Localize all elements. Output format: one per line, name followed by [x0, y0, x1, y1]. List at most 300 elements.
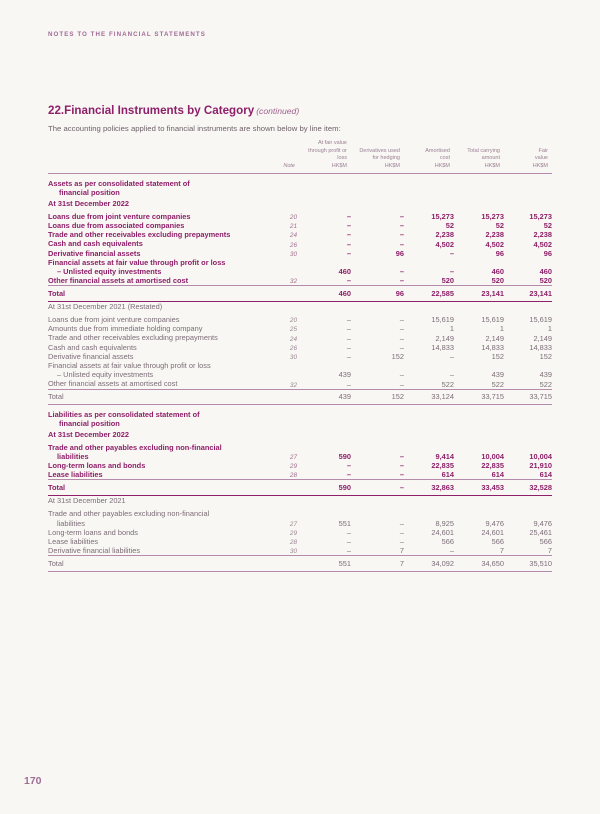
table-row — [48, 470, 552, 480]
header-line-2: amount — [481, 155, 500, 162]
cell-note: 20 — [289, 214, 297, 221]
cell-derivatives-hedging: – — [399, 518, 404, 528]
table-row — [48, 333, 552, 342]
cell-fair-value-pl — [297, 199, 351, 212]
cell-fair-value: 7 — [547, 546, 552, 556]
total-row — [48, 286, 552, 302]
table-row — [48, 343, 552, 352]
cell-amortised-cost: 520 — [441, 276, 454, 286]
cell-fair-value-pl: – — [346, 230, 351, 240]
page-title — [48, 104, 299, 117]
cell-fair-value-pl — [297, 430, 351, 443]
cell-fair-value: 460 — [539, 267, 552, 277]
cell-note: 32 — [289, 381, 297, 389]
note-continued-label: (continued) — [256, 106, 300, 116]
cell-fair-value: 52 — [543, 221, 552, 231]
row-label-text: – Unlisted equity investments — [57, 370, 154, 380]
total-row — [48, 480, 552, 496]
row-label-line-2: liabilities — [57, 451, 89, 461]
section-caption-line-2: financial position — [59, 419, 120, 429]
section-period-label: At 31st December 2021 — [48, 496, 126, 506]
header-line-2: through profit or loss — [308, 147, 347, 162]
cell-note: 26 — [289, 344, 297, 352]
cell-note — [264, 389, 297, 405]
page-number: 170 — [24, 775, 42, 787]
cell-fair-value: 614 — [539, 470, 552, 480]
cell-derivatives-hedging — [351, 430, 404, 443]
cell-amortised-cost: – — [449, 352, 454, 361]
cell-note — [264, 174, 297, 199]
cell-total-carrying-amount: 23,141 — [454, 286, 504, 302]
cell-fair-value-pl — [297, 361, 351, 370]
cell-derivatives-hedging: 152 — [351, 389, 404, 405]
row-label: Cash and cash equivalents — [48, 239, 143, 249]
cell-total-carrying-amount: 34,650 — [454, 556, 504, 572]
cell-derivatives-hedging: – — [399, 470, 404, 480]
cell-total-carrying-amount — [454, 405, 504, 430]
cell-fair-value-pl: – — [346, 470, 351, 480]
row-label: Other financial assets at amortised cost — [48, 379, 178, 389]
cell-fair-value-pl: 551 — [297, 556, 351, 572]
cell-fair-value-pl: 551 — [338, 518, 351, 528]
cell-derivatives-hedging: – — [399, 315, 404, 325]
cell-fair-value — [504, 496, 552, 510]
section-period-label: At 31st December 2021 (Restated) — [48, 301, 163, 311]
header-line-2: cost — [439, 155, 450, 162]
cell-fair-value — [504, 430, 552, 443]
table-row — [48, 230, 552, 239]
table-row — [48, 212, 552, 221]
row-label: Long-term loans and bonds — [48, 461, 146, 471]
cell-fair-value-pl: – — [346, 527, 351, 537]
cell-total-carrying-amount: 4,502 — [485, 239, 504, 249]
cell-note — [264, 480, 297, 496]
cell-amortised-cost: – — [449, 370, 454, 380]
row-label — [48, 370, 264, 379]
row-label: Loans due from associated companies — [48, 221, 185, 230]
table-row — [48, 315, 552, 324]
table-row — [48, 324, 552, 333]
total-row — [48, 389, 552, 405]
section-period-row — [48, 301, 552, 315]
cell-fair-value-pl: – — [346, 315, 351, 325]
table-row — [48, 276, 552, 286]
section-caption-line-2: financial position — [59, 188, 120, 198]
cell-derivatives-hedging: – — [399, 461, 404, 471]
header-total-carrying-amount — [454, 140, 504, 173]
cell-total-carrying-amount — [454, 430, 504, 443]
cell-fair-value-pl: – — [346, 212, 351, 221]
cell-fair-value: 9,476 — [533, 518, 552, 528]
cell-derivatives-hedging: – — [399, 333, 404, 343]
cell-amortised-cost — [404, 301, 454, 315]
cell-total-carrying-amount: 96 — [495, 248, 504, 258]
table-row — [48, 537, 552, 546]
cell-amortised-cost: 22,585 — [404, 286, 454, 302]
table-body — [48, 174, 552, 572]
header-line-3: HK$M — [484, 162, 500, 169]
cell-fair-value-pl: – — [346, 342, 351, 352]
cell-derivatives-hedging — [351, 496, 404, 510]
cell-note — [264, 496, 297, 510]
cell-derivatives-hedging: 96 — [351, 286, 404, 302]
cell-total-carrying-amount: 566 — [491, 537, 504, 547]
header-line-1: Amortised — [425, 147, 450, 154]
cell-fair-value-pl — [297, 496, 351, 510]
cell-fair-value-pl: 460 — [297, 286, 351, 302]
cell-note — [264, 286, 297, 302]
cell-total-carrying-amount: 522 — [491, 379, 504, 389]
cell-fair-value-pl — [297, 174, 351, 199]
cell-fair-value-pl: – — [346, 352, 351, 361]
cell-fair-value: 2,149 — [533, 333, 552, 343]
cell-derivatives-hedging: – — [351, 480, 404, 496]
cell-total-carrying-amount: 10,004 — [481, 452, 504, 462]
section-caption-line-1: Assets as per consolidated statement of — [48, 179, 190, 189]
section-caption-row — [48, 174, 552, 199]
row-label-text: – Unlisted equity investments — [57, 266, 162, 276]
cell-fair-value: 10,004 — [529, 452, 552, 462]
cell-fair-value: 1 — [547, 324, 552, 334]
row-label: Financial assets at fair value through profit or loss — [48, 257, 226, 267]
cell-amortised-cost: 15,619 — [431, 315, 454, 325]
table-row — [48, 379, 552, 389]
cell-fair-value-pl: – — [346, 239, 351, 249]
section-caption — [48, 174, 264, 199]
running-header: NOTES TO THE FINANCIAL STATEMENTS — [48, 31, 206, 38]
cell-note — [264, 301, 297, 315]
cell-amortised-cost — [404, 258, 454, 267]
cell-derivatives-hedging: – — [399, 324, 404, 334]
cell-total-carrying-amount — [454, 361, 504, 370]
cell-fair-value-pl — [297, 301, 351, 315]
table-row — [48, 461, 552, 470]
cell-fair-value-pl: 460 — [338, 267, 351, 277]
row-label: Lease liabilities — [48, 470, 103, 480]
cell-derivatives-hedging: – — [399, 452, 404, 462]
cell-amortised-cost — [404, 199, 454, 212]
cell-total-carrying-amount: 22,835 — [481, 461, 504, 471]
cell-amortised-cost: 1 — [449, 324, 454, 334]
row-label: Loans due from joint venture companies — [48, 315, 180, 325]
cell-fair-value — [504, 361, 552, 370]
cell-fair-value: 14,833 — [529, 342, 552, 352]
cell-note — [264, 430, 297, 443]
header-line-2: for hedging — [372, 155, 400, 162]
row-label — [48, 443, 264, 461]
cell-fair-value: 21,910 — [529, 461, 552, 471]
cell-fair-value-pl: – — [346, 546, 351, 556]
cell-note — [264, 258, 297, 267]
cell-note: 29 — [289, 463, 297, 471]
header-line-3: HK$M — [331, 162, 347, 169]
cell-total-carrying-amount: 15,619 — [481, 315, 504, 325]
cell-note: 30 — [289, 548, 297, 556]
row-label: Cash and cash equivalents — [48, 342, 137, 352]
cell-amortised-cost: – — [449, 546, 454, 556]
cell-fair-value — [504, 301, 552, 315]
row-label-line-1: Trade and other payables excluding non-financial — [48, 442, 222, 452]
cell-amortised-cost — [404, 405, 454, 430]
row-label-line-1: Trade and other payables excluding non-financial — [48, 509, 210, 519]
cell-fair-value: 4,502 — [533, 239, 552, 249]
header-amortised-cost — [404, 140, 454, 173]
header-fair-value — [504, 140, 552, 173]
table-row — [48, 258, 552, 267]
header-line-3: HK$M — [384, 162, 400, 169]
cell-note: 21 — [289, 223, 297, 231]
cell-fair-value-pl: – — [346, 276, 351, 286]
cell-amortised-cost: – — [449, 248, 454, 258]
section-period-row — [48, 430, 552, 443]
cell-total-carrying-amount: 439 — [491, 370, 504, 380]
cell-amortised-cost: 52 — [445, 221, 454, 231]
cell-fair-value-pl: – — [346, 221, 351, 231]
cell-amortised-cost: 522 — [441, 379, 454, 389]
total-row — [48, 556, 552, 572]
cell-derivatives-hedging: – — [399, 276, 404, 286]
row-label: Long-term loans and bonds — [48, 527, 138, 537]
table-row — [48, 361, 552, 370]
cell-fair-value-pl: 590 — [297, 480, 351, 496]
cell-note: 32 — [289, 278, 297, 286]
header-line-1: Total carrying — [467, 147, 500, 154]
cell-amortised-cost: 14,833 — [431, 342, 454, 352]
header-line-2: value — [534, 155, 548, 162]
cell-amortised-cost: 566 — [441, 537, 454, 547]
cell-derivatives-hedging: – — [399, 370, 404, 380]
cell-derivatives-hedging: – — [399, 537, 404, 547]
cell-amortised-cost: 8,925 — [435, 518, 454, 528]
cell-fair-value: 96 — [543, 248, 552, 258]
cell-total-carrying-amount: 1 — [499, 324, 504, 334]
cell-fair-value: 32,528 — [504, 480, 552, 496]
cell-derivatives-hedging: 96 — [395, 248, 404, 258]
cell-derivatives-hedging — [351, 199, 404, 212]
cell-note: 26 — [289, 241, 297, 249]
section-period-row — [48, 199, 552, 212]
cell-total-carrying-amount: 460 — [491, 267, 504, 277]
cell-note — [264, 405, 297, 430]
cell-total-carrying-amount — [454, 174, 504, 199]
section-period-label: At 31st December 2022 — [48, 429, 129, 439]
financial-instruments-table — [48, 140, 552, 572]
table-row — [48, 509, 552, 527]
cell-amortised-cost: 2,149 — [435, 333, 454, 343]
header-derivatives-hedging — [351, 140, 404, 173]
total-label: Total — [48, 556, 264, 572]
cell-total-carrying-amount — [454, 199, 504, 212]
cell-total-carrying-amount: 15,273 — [481, 212, 504, 221]
cell-amortised-cost: – — [449, 267, 454, 277]
row-label: Derivative financial liabilities — [48, 546, 141, 556]
cell-note — [264, 267, 297, 276]
cell-derivatives-hedging — [351, 174, 404, 199]
cell-fair-value: 23,141 — [504, 286, 552, 302]
section-period-label: At 31st December 2022 — [48, 198, 129, 208]
table-header-row — [48, 140, 552, 173]
cell-amortised-cost: 32,863 — [404, 480, 454, 496]
cell-fair-value — [504, 174, 552, 199]
cell-fair-value-pl: – — [346, 537, 351, 547]
cell-fair-value: 33,715 — [504, 389, 552, 405]
cell-total-carrying-amount: 24,601 — [481, 527, 504, 537]
cell-derivatives-hedging — [351, 361, 404, 370]
cell-amortised-cost — [404, 174, 454, 199]
cell-derivatives-hedging: 7 — [351, 556, 404, 572]
table-row — [48, 352, 552, 361]
row-label: Other financial assets at amortised cost — [48, 276, 189, 286]
cell-note: 28 — [289, 472, 297, 480]
cell-fair-value-pl — [297, 405, 351, 430]
cell-fair-value-pl: – — [346, 379, 351, 389]
table-row — [48, 249, 552, 258]
header-blank — [48, 140, 264, 173]
cell-fair-value: 152 — [539, 352, 552, 361]
cell-derivatives-hedging: – — [399, 342, 404, 352]
cell-derivatives-hedging — [351, 258, 404, 267]
cell-note: 24 — [289, 232, 297, 240]
cell-derivatives-hedging: – — [399, 527, 404, 537]
cell-total-carrying-amount: 52 — [495, 221, 504, 231]
cell-note: 27 — [289, 520, 297, 528]
cell-fair-value-pl: – — [346, 333, 351, 343]
header-line-3: HK$M — [532, 162, 548, 169]
cell-fair-value: 566 — [539, 537, 552, 547]
table-row — [48, 267, 552, 276]
total-label: Total — [48, 389, 264, 405]
cell-note: 25 — [289, 326, 297, 334]
row-label: Derivative financial assets — [48, 351, 134, 361]
cell-note: 29 — [289, 529, 297, 537]
cell-amortised-cost: 4,502 — [435, 239, 454, 249]
header-line-3: HK$M — [434, 162, 450, 169]
cell-total-carrying-amount — [454, 258, 504, 267]
cell-note: 30 — [289, 250, 297, 258]
cell-derivatives-hedging: – — [399, 212, 404, 221]
cell-derivatives-hedging: 7 — [399, 546, 404, 556]
row-label — [48, 509, 264, 527]
cell-fair-value: 25,461 — [529, 527, 552, 537]
cell-note: 27 — [289, 454, 297, 462]
row-label: Trade and other receivables excluding prepayments — [48, 230, 231, 240]
cell-total-carrying-amount — [454, 301, 504, 315]
table-row — [48, 370, 552, 379]
cell-fair-value — [504, 405, 552, 430]
cell-amortised-cost — [404, 496, 454, 510]
table-row — [48, 528, 552, 537]
header-fair-value-through-pl — [297, 140, 351, 173]
total-label: Total — [48, 480, 264, 496]
cell-amortised-cost — [404, 361, 454, 370]
cell-amortised-cost: 9,414 — [435, 452, 454, 462]
row-label: Loans due from joint venture companies — [48, 211, 191, 221]
cell-fair-value-pl: 590 — [338, 452, 351, 462]
cell-amortised-cost: 2,238 — [435, 230, 454, 240]
cell-amortised-cost: 33,124 — [404, 389, 454, 405]
cell-total-carrying-amount: 2,238 — [485, 230, 504, 240]
row-label: Derivative financial assets — [48, 248, 141, 258]
cell-fair-value — [504, 199, 552, 212]
cell-total-carrying-amount — [454, 496, 504, 510]
cell-total-carrying-amount: 33,715 — [454, 389, 504, 405]
note-title: Financial Instruments by Category — [64, 104, 255, 117]
cell-derivatives-hedging — [351, 405, 404, 430]
cell-fair-value-pl: 439 — [338, 370, 351, 380]
cell-fair-value-pl: – — [346, 324, 351, 334]
cell-total-carrying-amount: 33,453 — [454, 480, 504, 496]
cell-note: 30 — [289, 354, 297, 361]
section-caption — [48, 405, 264, 430]
cell-note — [264, 361, 297, 370]
row-label — [48, 267, 264, 276]
cell-total-carrying-amount: 152 — [491, 352, 504, 361]
header-line-1: Derivatives used — [359, 147, 400, 154]
cell-fair-value — [504, 258, 552, 267]
table-row — [48, 546, 552, 556]
cell-fair-value-pl: – — [346, 248, 351, 258]
section-period-row — [48, 496, 552, 510]
cell-note: 28 — [289, 539, 297, 547]
cell-derivatives-hedging: – — [399, 267, 404, 277]
note-number: 22. — [48, 104, 65, 117]
cell-fair-value-pl: – — [346, 461, 351, 471]
cell-total-carrying-amount: 14,833 — [481, 342, 504, 352]
total-label: Total — [48, 286, 264, 302]
cell-total-carrying-amount: 614 — [491, 470, 504, 480]
header-note: Note — [283, 162, 295, 169]
cell-fair-value: 15,273 — [529, 212, 552, 221]
intro-paragraph: The accounting policies applied to financial instruments are shown below by line item: — [48, 124, 341, 133]
cell-derivatives-hedging: – — [399, 221, 404, 231]
section-caption-row — [48, 405, 552, 430]
cell-fair-value-pl: 439 — [297, 389, 351, 405]
cell-derivatives-hedging: – — [399, 239, 404, 249]
cell-note — [264, 556, 297, 572]
cell-derivatives-hedging: 152 — [391, 352, 404, 361]
cell-derivatives-hedging: – — [399, 379, 404, 389]
cell-fair-value: 2,238 — [533, 230, 552, 240]
cell-note — [264, 199, 297, 212]
cell-derivatives-hedging — [351, 301, 404, 315]
row-label: Lease liabilities — [48, 536, 99, 546]
row-label: Amounts due from immediate holding company — [48, 324, 203, 334]
cell-derivatives-hedging: – — [399, 230, 404, 240]
cell-note: 24 — [289, 335, 297, 343]
row-label: Financial assets at fair value through profit or loss — [48, 361, 211, 370]
row-label-line-2: liabilities — [57, 518, 85, 528]
cell-fair-value: 35,510 — [504, 556, 552, 572]
cell-note: 20 — [289, 317, 297, 325]
header-line-1: At fair value — [317, 140, 347, 146]
cell-amortised-cost: 614 — [441, 470, 454, 480]
cell-total-carrying-amount: 7 — [499, 546, 504, 556]
cell-amortised-cost: 24,601 — [431, 527, 454, 537]
cell-amortised-cost: 15,273 — [431, 212, 454, 221]
cell-fair-value: 520 — [539, 276, 552, 286]
cell-amortised-cost: 22,835 — [431, 461, 454, 471]
cell-total-carrying-amount: 2,149 — [485, 333, 504, 343]
header-line-1: Fair — [538, 147, 548, 154]
table-row — [48, 221, 552, 230]
cell-fair-value-pl — [297, 258, 351, 267]
cell-fair-value: 522 — [539, 379, 552, 389]
cell-amortised-cost — [404, 430, 454, 443]
cell-note — [264, 370, 297, 379]
cell-amortised-cost: 34,092 — [404, 556, 454, 572]
table-row — [48, 239, 552, 248]
cell-fair-value: 439 — [539, 370, 552, 380]
